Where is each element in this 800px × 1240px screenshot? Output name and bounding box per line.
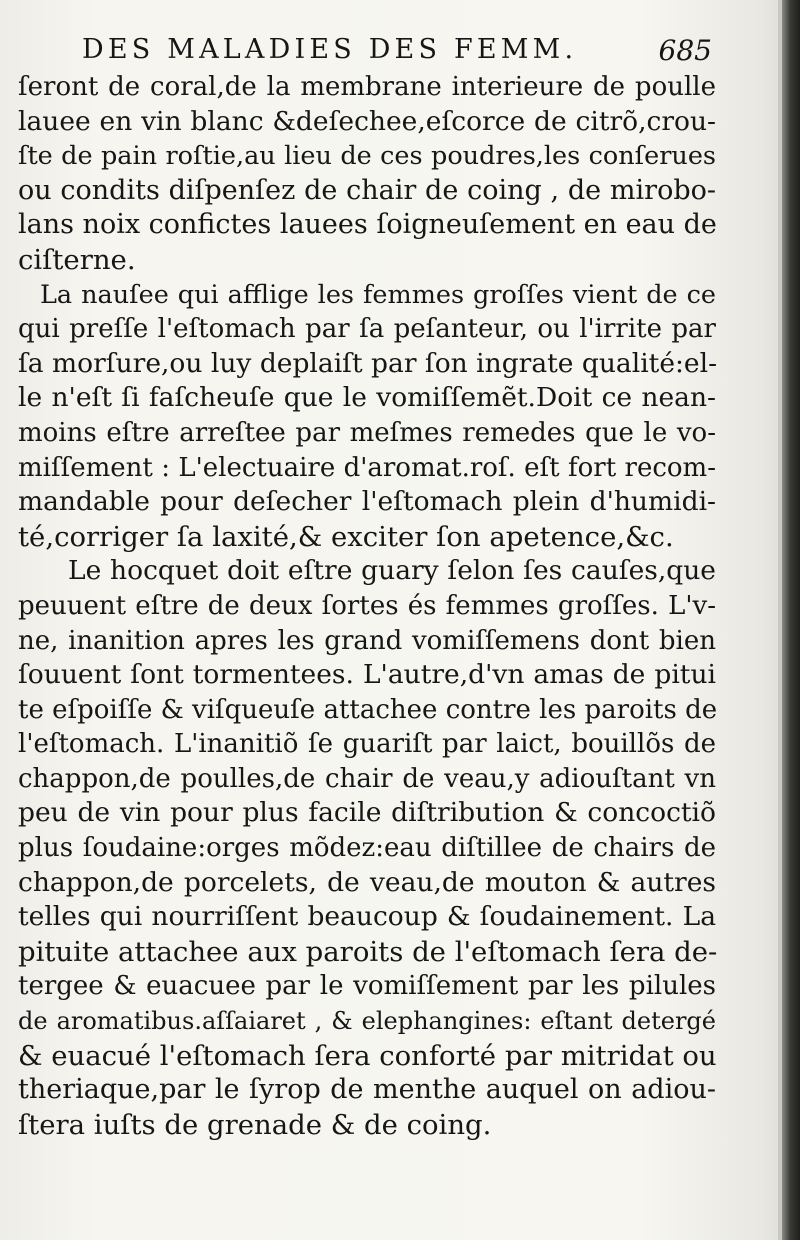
text-line: ſtera iuſts de grenade & de coing. (18, 1108, 492, 1141)
text-line: miſſement : L'electuaire d'aromat.roſ. eſt fort recom- (18, 452, 716, 483)
text-line: ſeront de coral,de la membrane interieure de poulle (18, 72, 716, 102)
page-edge (782, 0, 800, 1240)
page-header (82, 34, 712, 74)
text-line: tergee & euacuee par le vomiſſement par les pilules (18, 971, 716, 1002)
text-line: ciſterne. (18, 243, 136, 276)
text-line: qui preſſe l'eſtomach par ſa peſanteur, ou l'irrite par (18, 314, 716, 345)
body-text (18, 70, 716, 1142)
text-line: lans noix confictes lauees ſoigneuſement en eau de (18, 209, 717, 241)
text-line: chappon,de poulles,de chair de veau,y adiouſtant vn (18, 763, 716, 794)
text-line: peu de vin pour plus facile diſtribution & concoctiõ (18, 797, 716, 829)
text-line: & euacué l'eſtomach ſera conforté par mitridat ou (18, 1039, 717, 1072)
paragraph-start-line: La nauſee qui afflige les femmes groſſes vient de ce (40, 279, 716, 310)
text-line-italic-names: de aromatibus.aſſaiaret , & elephangines: eſtant detergé (18, 1007, 716, 1036)
paragraph-start-line: Le hocquet doit eſtre guary ſelon ſes cauſes,que (68, 555, 716, 587)
text-line: ſouuent ſont tormentees. L'autre,d'vn amas de pitui (18, 659, 716, 691)
text-line: ou condits diſpenſez de chair de coing , de mirobo- (18, 174, 716, 206)
text-line: peuuent eſtre de deux ſortes és femmes groſſes. L'v- (18, 590, 716, 621)
text-line: l'eſtomach. L'inanitiõ ſe guariſt par laict, bouillõs de (18, 729, 716, 760)
text-line: chappon,de porcelets, de veau,de mouton & autres (18, 866, 716, 898)
text-line: té,corriger ſa laxité,& exciter ſon apetence,&c. (18, 520, 674, 553)
text-line: mandable pour deſecher l'eſtomach plein d'humidi- (18, 486, 716, 518)
running-title: DES MALADIES DES FEMM. (82, 34, 578, 65)
text-line: pituite attachee aux paroits de l'eſtomach ſera de- (18, 935, 718, 968)
text-line: moins eſtre arreſtee par meſmes remedes que le vo- (18, 417, 716, 448)
text-line: telles qui nourriſſent beaucoup & ſoudainement. La (18, 901, 716, 933)
text-line: ſa morſure,ou luy deplaiſt par ſon ingrate qualité:el- (18, 347, 718, 379)
text-line: le n'eſt ſi faſcheuſe que le vomiſſemẽt.Doit ce nean- (18, 382, 716, 414)
text-line: ne, inanition apres les grand vomiſſemens dont bien (18, 625, 716, 656)
text-line: lauee en vin blanc &deſechee,eſcorce de citrõ,crou- (18, 105, 716, 137)
text-line: te eſpoiſſe & viſqueuſe attachee contre les paroits de (18, 694, 718, 725)
page-number: 685 (658, 34, 712, 67)
text-line: ſte de pain roſtie,au lieu de ces poudres,les conſerues (18, 141, 716, 172)
text-line: theriaque,par le ſyrop de menthe auquel on adiou- (18, 1074, 716, 1106)
text-line: plus ſoudaine:orges mõdez:eau diſtillee de chairs de (18, 833, 716, 864)
